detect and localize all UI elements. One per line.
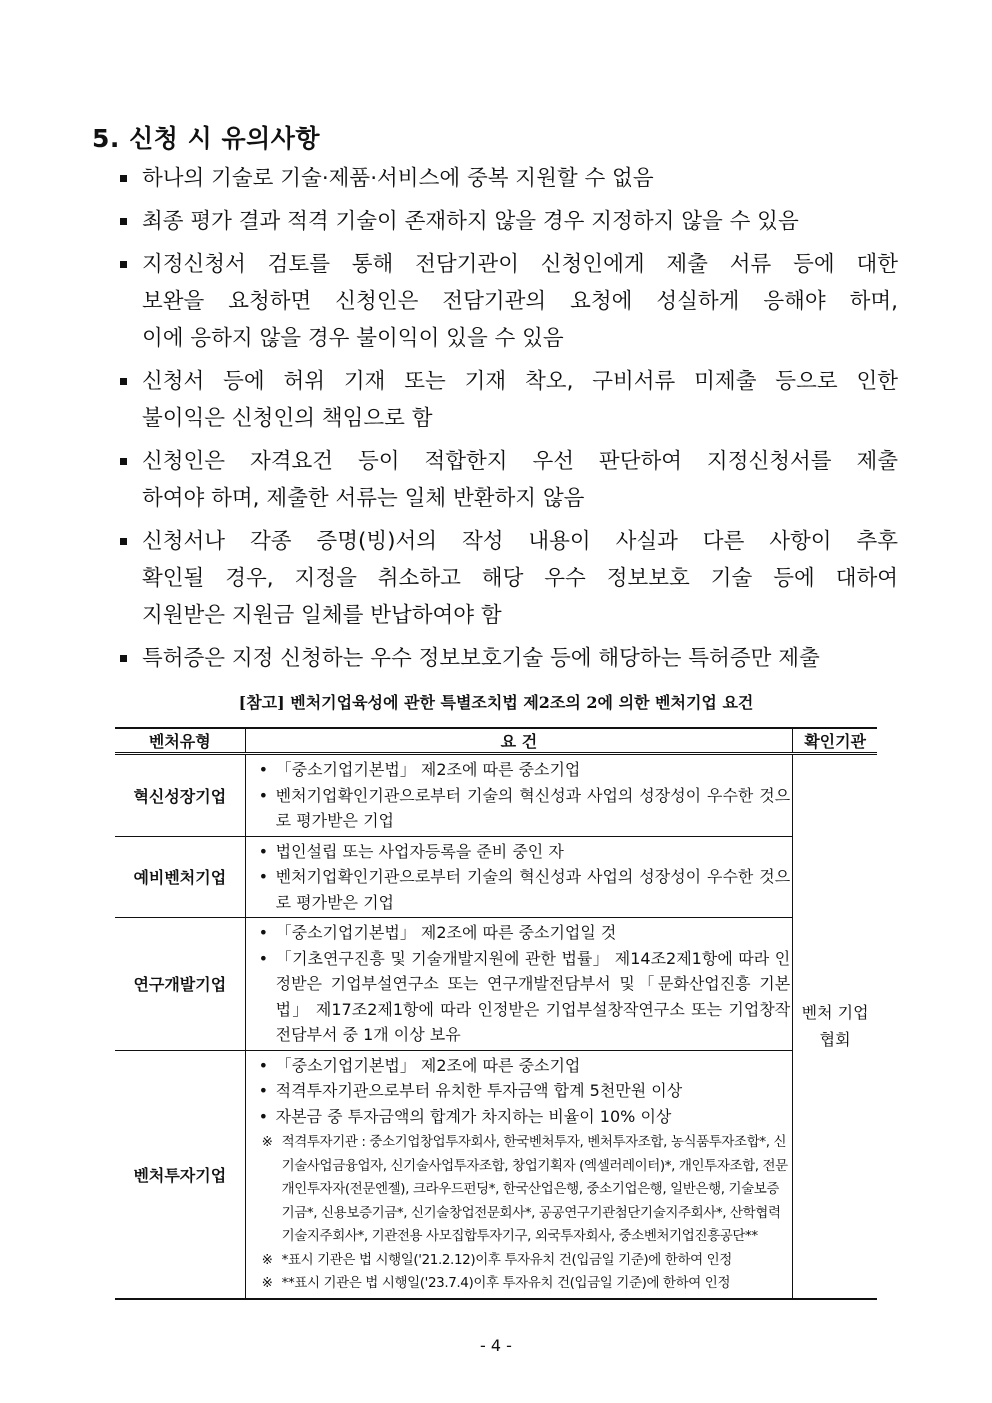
- note-text: *표시 기관은 법 시행일('21.2.12)이후 투자유치 건(입금일 기준)에 한하여 인정: [281, 1251, 732, 1268]
- section-heading: 5. 신청 시 유의사항: [92, 124, 321, 153]
- header-type: 벤처유형: [115, 728, 245, 754]
- authority-cell: [793, 754, 877, 1299]
- note-text: **표시 기관은 법 시행일('23.7.4)이후 투자유치 건(입금일 기준)에 한하여 인정: [281, 1275, 731, 1291]
- venture-type: 연구개발기업: [115, 918, 245, 1051]
- bullet-text: 특허증은 지정 신청하는 우수 정보보호기술 등에 해당하는 특허증만 제출: [142, 646, 820, 671]
- bullet-text: 신청서 등에 허위 기재 또는 기재 착오, 구비서류 미제출 등으로 인한: [142, 369, 898, 394]
- bullet-text: 이에 응하지 않을 경우 불이익이 있을 수 있음: [142, 326, 564, 351]
- venture-requirements-table: [115, 727, 877, 1300]
- requirement-item: • 「중소기업기본법」 제2조에 따른 중소기업: [256, 757, 791, 783]
- requirement-item: • 「기초연구진흥 및 기술개발지원에 관한 법률」 제14조2제1항에 따라 인정받은 기업부설연구소 또는 연구개발전담부서 및「문화산업진흥 기본법」 제17조2제1항에 따라 인정받은 기업부설창작연구소 또는 기업창작전담부서 중 1개 이상 보유: [256, 946, 791, 1048]
- reference-title: [참고] 벤처기업육성에 관한 특별조치법 제2조의 2에 의한 벤처기업 요건: [238, 693, 754, 712]
- table-row: [115, 918, 877, 1051]
- note-item: [260, 1249, 791, 1273]
- requirements-cell: [245, 918, 793, 1051]
- bullet-text: 지원받은 지원금 일체를 반납하여야 함: [142, 603, 502, 628]
- note-text: 적격투자기관 : 중소기업창업투자회사, 한국벤처투자, 벤처투자조합, 농식품투자조합*, 신기술사업금융업자, 신기술사업투자조합, 창업기획자 (엑셀러레이터)*, 개인투자조합, 전문개인투자자(전문엔젤), 크라우드펀딩*, 한국산업은행, 중소기업은행, 일반은행, 기술보증기금*, 신용보증기금*, 신기술창업전문회사*, 공공연구기관첨단기술지주회사*, 산학협력기술지주회사*, 기관전용 사모집합투자기구, 외국투자회사, 중소벤처기업진흥공단**: [281, 1134, 788, 1244]
- square-bullet-icon: [120, 218, 127, 225]
- square-bullet-icon: [120, 175, 127, 182]
- venture-type: 벤처투자기업: [115, 1050, 245, 1299]
- notice-bullet: [118, 246, 898, 357]
- notice-bullet: [118, 363, 898, 437]
- requirements-cell: [245, 836, 793, 918]
- square-bullet-icon: [120, 378, 127, 385]
- requirement-item: • 벤처기업확인기관으로부터 기술의 혁신성과 사업의 성장성이 우수한 것으로 평가받은 기업: [256, 783, 791, 834]
- bullet-text: 최종 평가 결과 적격 기술이 존재하지 않을 경우 지정하지 않을 수 있음: [142, 209, 799, 234]
- reference-mark-icon: ※: [261, 1251, 273, 1268]
- authority-line2: 협회: [819, 1030, 851, 1050]
- notice-bullet: [118, 523, 898, 634]
- table-row: [115, 836, 877, 918]
- bullet-text: 신청서나 각종 증명(빙)서의 작성 내용이 사실과 다른 사항이 추후: [142, 529, 898, 554]
- bullet-text: 하나의 기술로 기술·제품·서비스에 중복 지원할 수 없음: [142, 166, 654, 191]
- requirement-item: • 「중소기업기본법」 제2조에 따른 중소기업일 것: [256, 920, 791, 946]
- authority-line1: 벤처 기업: [801, 1003, 869, 1023]
- note-block: [256, 1131, 791, 1296]
- note-item: [260, 1131, 791, 1249]
- venture-type: 혁신성장기업: [115, 754, 245, 837]
- requirement-item: • 자본금 중 투자금액의 합계가 차지하는 비율이 10% 이상: [256, 1104, 791, 1130]
- requirement-item: • 법인설립 또는 사업자등록을 준비 중인 자: [256, 839, 791, 865]
- header-authority: 확인기관: [793, 728, 877, 754]
- page-number: - 4 -: [480, 1336, 512, 1355]
- bullet-text: 확인될 경우, 지정을 취소하고 해당 우수 정보보호 기술 등에 대하여: [142, 566, 898, 591]
- notice-bullet: [118, 443, 898, 517]
- requirement-item: • 적격투자기관으로부터 유치한 투자금액 합계 5천만원 이상: [256, 1078, 791, 1104]
- bullet-text: 불이익은 신청인의 책임으로 함: [142, 406, 433, 431]
- notice-bullet-list: [118, 160, 898, 683]
- notice-bullet: [118, 203, 898, 240]
- requirement-item: • 벤처기업확인기관으로부터 기술의 혁신성과 사업의 성장성이 우수한 것으로 평가받은 기업: [256, 864, 791, 915]
- table-header-row: [115, 728, 877, 754]
- requirements-cell: [245, 1050, 793, 1299]
- square-bullet-icon: [120, 261, 127, 268]
- reference-mark-icon: ※: [261, 1134, 273, 1150]
- square-bullet-icon: [120, 538, 127, 545]
- header-requirements: 요 건: [245, 728, 793, 754]
- notice-bullet: [118, 160, 898, 197]
- bullet-text: 신청인은 자격요건 등이 적합한지 우선 판단하여 지정신청서를 제출: [142, 449, 898, 474]
- requirement-item: • 「중소기업기본법」 제2조에 따른 중소기업: [256, 1053, 791, 1079]
- bullet-text: 하여야 하며, 제출한 서류는 일체 반환하지 않음: [142, 486, 585, 511]
- notice-bullet: [118, 640, 898, 677]
- bullet-text: 보완을 요청하면 신청인은 전담기관의 요청에 성실하게 응해야 하며,: [142, 289, 898, 314]
- venture-type: 예비벤처기업: [115, 836, 245, 918]
- requirements-cell: [245, 754, 793, 837]
- reference-mark-icon: ※: [261, 1275, 273, 1291]
- note-item: [260, 1272, 791, 1296]
- square-bullet-icon: [120, 655, 127, 662]
- bullet-text: 지정신청서 검토를 통해 전담기관이 신청인에게 제출 서류 등에 대한: [142, 252, 898, 277]
- square-bullet-icon: [120, 458, 127, 465]
- table-row: [115, 1050, 877, 1299]
- table-row: [115, 754, 877, 837]
